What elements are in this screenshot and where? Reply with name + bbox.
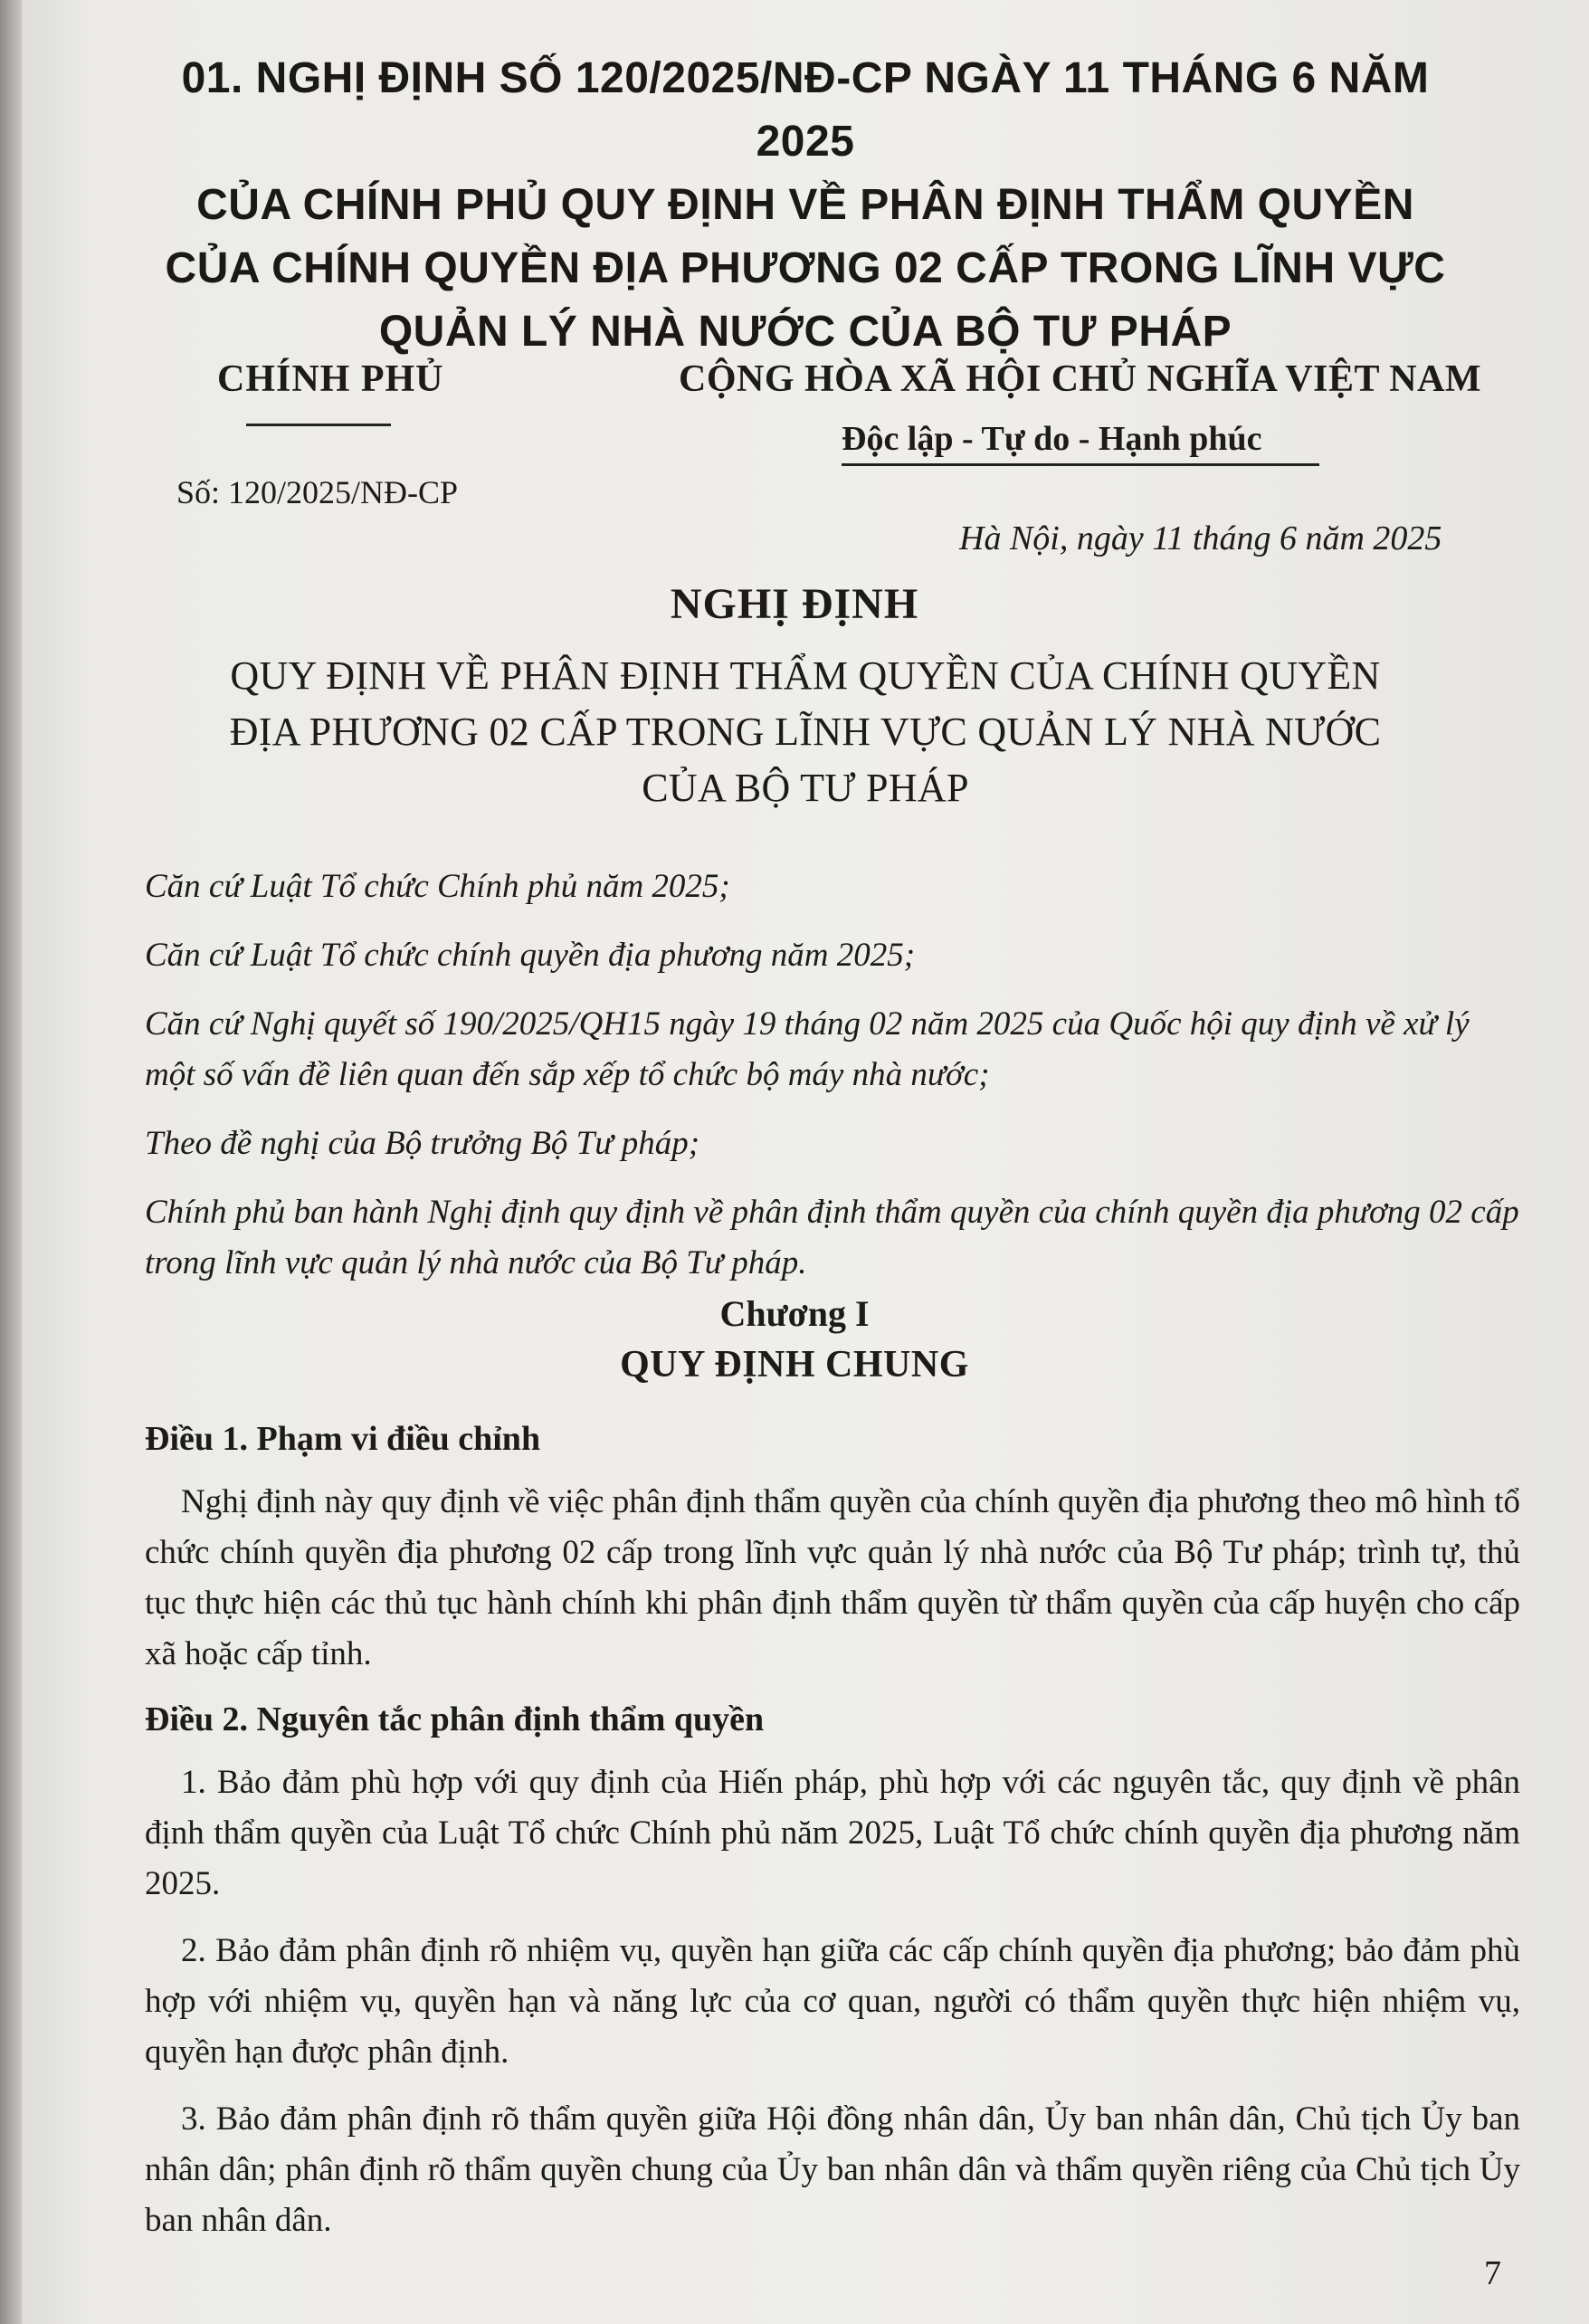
page-number: 7 — [1484, 2254, 1501, 2292]
article-paragraph: 2. Bảo đảm phân định rõ nhiệm vụ, quyền hạn giữa các cấp chính quyền địa phương; bảo đảm phù hợp với nhiệm vụ, quyền hạn và năng lực của cơ quan, người có thẩm quyền thực hiện nhiệm vụ, quyền hạn được phân định. — [145, 1932, 1520, 2071]
article-paragraph: Nghị định này quy định về việc phân định thẩm quyền của chính quyền địa phương theo mô hình tổ chức chính quyền địa phương 02 cấp trong lĩnh vực quản lý nhà nước của Bộ Tư pháp; trình tự, thủ tục thực hiện các thủ tục hành chính khi phân định thẩm quyền từ thẩm quyền của cấp huyện cho cấp xã hoặc cấp tỉnh. — [145, 1483, 1520, 1672]
national-title: CỘNG HÒA XÃ HỘI CHỦ NGHĨA VIỆT NAM — [679, 358, 1482, 400]
article-paragraph: 1. Bảo đảm phù hợp với quy định của Hiến pháp, phù hợp với các nguyên tắc, quy định về phân định thẩm quyền của Luật Tổ chức Chính phủ năm 2025, Luật Tổ chức chính quyền địa phương năm 2025. — [145, 1764, 1520, 1902]
article-2 — [145, 1694, 1520, 2262]
legal-basis: Căn cứ Luật Tổ chức Chính phủ năm 2025; — [145, 868, 730, 905]
headline-line: 01. NGHỊ ĐỊNH SỐ 120/2025/NĐ-CP NGÀY 11 THÁNG 6 NĂM 2025 — [181, 54, 1430, 166]
document-number: Số: 120/2025/NĐ-CP — [176, 474, 459, 510]
legal-bases — [145, 862, 1520, 1307]
chapter-name: QUY ĐỊNH CHUNG — [620, 1344, 969, 1386]
chapter-label: Chương I — [719, 1293, 870, 1334]
title-line: ĐỊA PHƯƠNG 02 CẤP TRONG LĨNH VỰC QUẢN LÝ NHÀ NƯỚC — [229, 710, 1382, 754]
article-heading: Điều 1. Phạm vi điều chỉnh — [145, 1420, 541, 1458]
article-heading: Điều 2. Nguyên tắc phân định thẩm quyền — [145, 1700, 765, 1738]
headline-line: QUẢN LÝ NHÀ NƯỚC CỦA BỘ TƯ PHÁP — [378, 308, 1232, 356]
headline-line: CỦA CHÍNH QUYỀN ĐỊA PHƯƠNG 02 CẤP TRONG LĨNH VỰC — [165, 244, 1446, 292]
agency-underline — [246, 424, 391, 426]
legal-basis: Căn cứ Nghị quyết số 190/2025/QH15 ngày 19 tháng 02 năm 2025 của Quốc hội quy định về xử lý một số vấn đề liên quan đến sắp xếp tổ chức bộ máy nhà nước; — [145, 1005, 1470, 1093]
legal-basis: Căn cứ Luật Tổ chức chính quyền địa phương năm 2025; — [145, 937, 916, 974]
motto-underline — [842, 463, 1319, 466]
legal-basis: Chính phủ ban hành Nghị định quy định về phân định thẩm quyền của chính quyền địa phương 02 cấp trong lĩnh vực quản lý nhà nước của Bộ Tư pháp. — [145, 1194, 1519, 1281]
headline-line: CỦA CHÍNH PHỦ QUY ĐỊNH VỀ PHÂN ĐỊNH THẨM QUYỀN — [196, 181, 1414, 229]
page-binding-edge — [0, 0, 22, 2324]
national-motto: Độc lập - Tự do - Hạnh phúc — [842, 420, 1262, 458]
place-and-date: Hà Nội, ngày 11 tháng 6 năm 2025 — [959, 519, 1442, 557]
collection-headline — [136, 47, 1475, 364]
document-type: NGHỊ ĐỊNH — [670, 580, 919, 628]
article-paragraph: 3. Bảo đảm phân định rõ thẩm quyền giữa Hội đồng nhân dân, Ủy ban nhân dân, Chủ tịch Ủy ban nhân dân; phân định rõ thẩm quyền chung của Ủy ban nhân dân và thẩm quyền riêng của Chủ tịch Ủy ban nhân dân. — [145, 2100, 1520, 2239]
title-line: QUY ĐỊNH VỀ PHÂN ĐỊNH THẨM QUYỀN CỦA CHÍNH QUYỀN — [230, 653, 1381, 698]
legal-basis: Theo đề nghị của Bộ trưởng Bộ Tư pháp; — [145, 1125, 700, 1162]
issuing-agency: CHÍNH PHỦ — [217, 358, 444, 400]
article-1 — [145, 1414, 1520, 1696]
document-title — [109, 648, 1502, 816]
title-line: CỦA BỘ TƯ PHÁP — [642, 766, 969, 810]
